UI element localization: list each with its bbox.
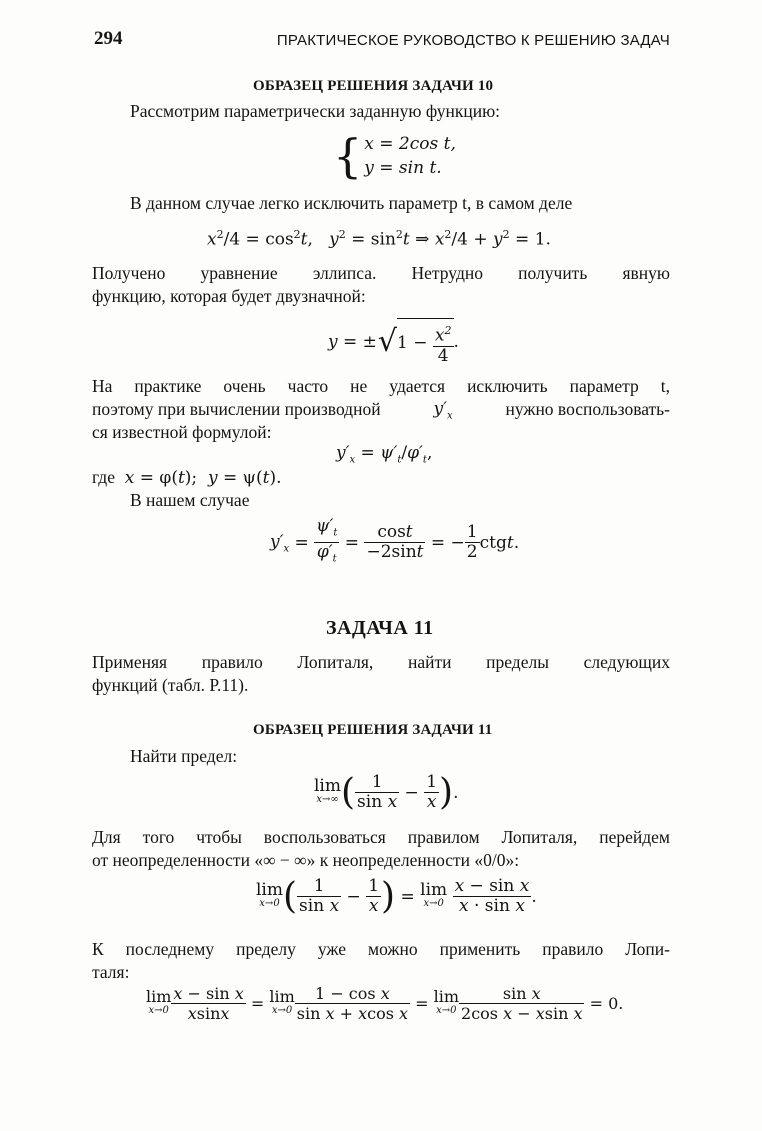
- limit-transform: lim x→0 ( $\frac{1}{\text{sin x}}$ − $\frac{1}{x}$ ) = lim x→0 $\frac{\text{x − sin x}}{\text{x · sin x}}$ .: [256, 876, 537, 917]
- paragraph: В данном случае легко исключить параметр t, в самом деле: [130, 193, 573, 213]
- paragraph: функций (табл. Р.11).: [92, 675, 249, 695]
- paragraph: поэтому при вычислении производной $y'_x$ нужно воспользовать-: [92, 398, 670, 427]
- equation-system: [333, 129, 456, 183]
- paragraph: Применяя правило Лопиталя, найти пределы следующих: [92, 652, 670, 672]
- paragraph: В нашем случае: [130, 490, 250, 510]
- paragraph: Рассмотрим параметрически заданную функцию:: [130, 101, 501, 121]
- paragraph: Найти предел:: [130, 746, 238, 766]
- limit-expression: lim x→∞ ( $\frac{1}{\text{sin x}}$ − $\frac{1}{x}$ ) .: [314, 772, 459, 813]
- paragraph: таля:: [92, 962, 130, 982]
- paragraph: Получено уравнение эллипса. Нетрудно получить явную: [92, 263, 670, 283]
- equation-y: y = sin t.: [364, 158, 442, 178]
- formula-derivative: $y'_x = \psi'_t/\varphi'_t$,: [336, 443, 433, 466]
- sample-heading-11: ОБРАЗЕЦ РЕШЕНИЯ ЗАДАЧИ 11: [253, 722, 493, 738]
- equation-explicit: y = ± √ 1 − $\frac{x^2}{4}$ .: [328, 318, 459, 366]
- paragraph: ся известной формулой:: [92, 422, 272, 442]
- page-number: 294: [94, 28, 123, 49]
- brace-symbol: {: [333, 129, 363, 183]
- paragraph: На практике очень часто не удается исключить параметр t,: [92, 376, 670, 396]
- equation-x: x = 2cos t,: [364, 134, 456, 154]
- paragraph: функцию, которая будет двузначной:: [92, 286, 366, 306]
- paragraph: где x = φ(t); y = ψ(t).: [92, 467, 282, 488]
- limit-final: lim x→0 $\frac{\text{x − sin x}}{xsinx}$ = lim x→0 $\frac{\text{1 − cos x}}{\text{sin x + xcos x}}$ = lim x→0 $\frac{\text{sin x}}{\text{2cos x − xsin x}}$ = 0.: [146, 984, 624, 1023]
- paragraph: К последнему пределу уже можно применить правило Лопи-: [92, 939, 670, 959]
- task-heading-11: ЗАДАЧА 11: [326, 617, 434, 639]
- paragraph: от неопределенности «∞ − ∞» к неопределенности «0/0»:: [92, 850, 520, 870]
- sample-heading-10: ОБРАЗЕЦ РЕШЕНИЯ ЗАДАЧИ 10: [253, 78, 494, 94]
- paragraph: Для того чтобы воспользоваться правилом Лопиталя, перейдем: [92, 827, 670, 847]
- equation-result-10: $y'_x$ = $\frac{\psi'_t}{\varphi'_t}$ = $\frac{\cos t}{-2\sin t}$ = − $\frac{1}{2}$ ctg t .: [270, 516, 520, 565]
- running-title: ПРАКТИЧЕСКОЕ РУКОВОДСТВО К РЕШЕНИЮ ЗАДАЧ: [276, 32, 670, 49]
- derivative-symbol: $y'_x$: [433, 399, 453, 422]
- equation-ellipse: $x^2/4 = \cos^2t$, $y^2 = \sin^2t$ ⇒ $x^2/4 + y^2 = 1$.: [207, 228, 551, 250]
